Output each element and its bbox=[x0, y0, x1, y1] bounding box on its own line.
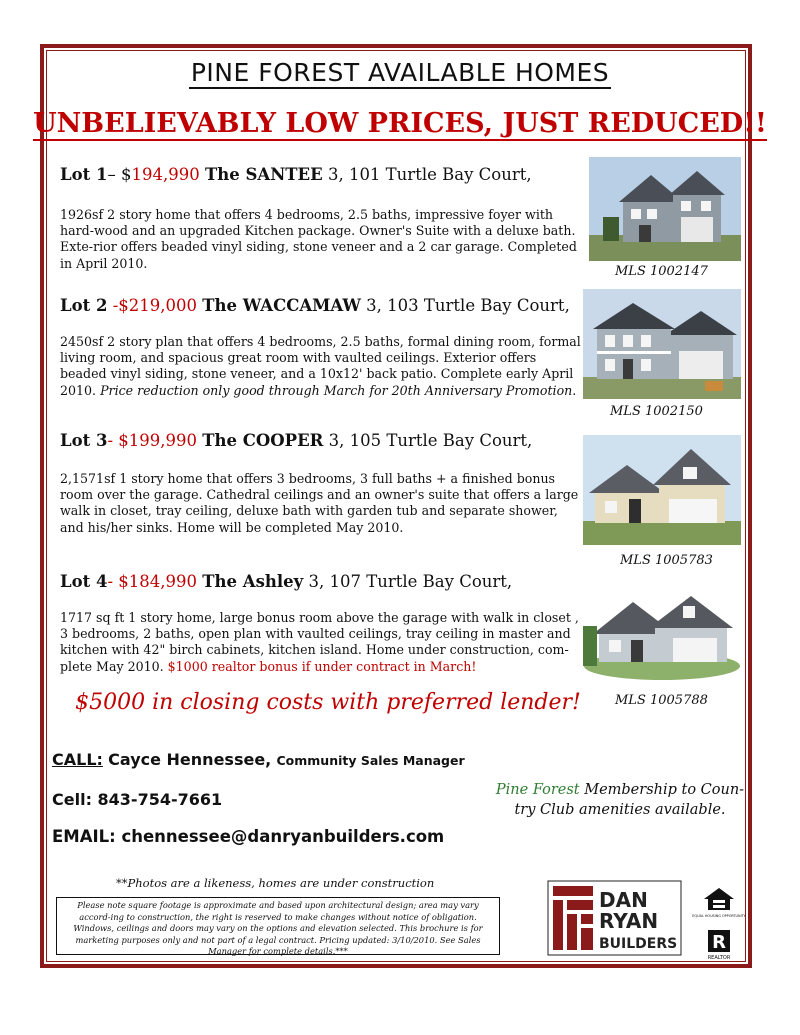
lot-4-realtor-bonus: $1000 realtor bonus if under contract in March! bbox=[167, 658, 477, 674]
lot-3-description: 2,1571sf 1 story home that offers 3 bedrooms, 3 full baths + a finished bonus room over the garage. Cathedral ceilings and an owner's suite that offers a large walk in closet, tray ceiling, deluxe bath with garden tub and separate shower, and his/her sinks. Home will be completed May 2010. bbox=[60, 471, 579, 535]
realtor-icon bbox=[700, 928, 738, 962]
svg-text:R: R bbox=[712, 932, 726, 953]
lot-2-heading: Lot 2 -$219,000 The WACCAMAW 3, 103 Turtle Bay Court, bbox=[60, 296, 570, 315]
contact-email[interactable]: EMAIL: chennessee@danryanbuilders.com bbox=[52, 827, 445, 846]
svg-text:REALTOR: REALTOR bbox=[707, 955, 731, 961]
lot-1-description: 1926sf 2 story home that offers 4 bedrooms, 2.5 baths, impressive foyer with hard-wood and an upgraded Kitchen package. Owner's Suite with a deluxe bath. Exte-rior offers beaded vinyl siding, stone veneer and a 2 car garage. Completed in April 2010. bbox=[60, 207, 577, 271]
membership-note: Pine Forest Membership to Coun-try Club amenities available. bbox=[495, 782, 745, 818]
lot-4-description: 1717 sq ft 1 story home, large bonus room above the garage with walk in closet , 3 bedrooms, 2 baths, open plan with vaulted ceilings, tray ceiling in master and kitchen with 42" birch cabinets, kitchen island. Home under construction, com-plete May 2010. $1000 realtor bonus if under contract in March! bbox=[60, 610, 579, 674]
svg-text:RYAN: RYAN bbox=[599, 909, 659, 933]
legal-disclaimer: Please note square footage is approximate and based upon architectural design; area may vary accord-ing to construction, the right is reserved to make changes without notice of obligation. Windows, ceilings and doors may vary on the options and elevation selected. This brochure is for marketing purposes only and not part of a legal contract. Pricing updated: 3/10/2010. See Sales Manager for complete details.*** bbox=[56, 897, 500, 955]
closing-costs-offer: $5000 in closing costs with preferred lender! bbox=[75, 690, 581, 715]
lot-3-mls: MLS 1005783 bbox=[620, 553, 713, 568]
lot-1-heading: Lot 1– $194,990 The SANTEE 3, 101 Turtle Bay Court, bbox=[60, 165, 532, 184]
svg-text:BUILDERS: BUILDERS bbox=[599, 936, 678, 952]
price-headline: UNBELIEVABLY LOW PRICES, JUST REDUCED!! bbox=[33, 108, 767, 139]
equal-housing-icon bbox=[692, 886, 746, 920]
lot-2-promo-note: Price reduction only good through March for 20th Anniversary Promotion. bbox=[100, 382, 577, 398]
contact-call bbox=[52, 750, 465, 769]
lot-1-mls: MLS 1002147 bbox=[615, 264, 708, 279]
lot-1-house-photo bbox=[589, 157, 741, 261]
photos-disclaimer: **Photos are a likeness, homes are under construction bbox=[116, 876, 435, 890]
lot-4-mls: MLS 1005788 bbox=[615, 693, 708, 708]
contact-cell[interactable]: Cell: 843-754-7661 bbox=[52, 790, 223, 809]
lot-4-house-photo bbox=[583, 576, 741, 682]
lot-3-heading: Lot 3- $199,990 The COOPER 3, 105 Turtle Bay Court, bbox=[60, 431, 533, 450]
contact-role: Community Sales Manager bbox=[276, 753, 465, 768]
lot-3-house-photo bbox=[583, 435, 741, 545]
dan-ryan-builders-logo bbox=[547, 880, 682, 956]
lot-2-mls: MLS 1002150 bbox=[610, 404, 703, 419]
lot-4-heading: Lot 4- $184,990 The Ashley 3, 107 Turtle Bay Court, bbox=[60, 572, 513, 591]
call-label: CALL: bbox=[52, 750, 103, 769]
page-title: PINE FOREST AVAILABLE HOMES bbox=[190, 58, 610, 87]
svg-text:EQUAL HOUSING OPPORTUNITY: EQUAL HOUSING OPPORTUNITY bbox=[692, 914, 746, 918]
contact-name: Cayce Hennessee, bbox=[108, 750, 272, 769]
lot-2-house-photo bbox=[583, 289, 741, 399]
svg-text:DAN: DAN bbox=[599, 888, 648, 912]
lot-2-description: 2450sf 2 story plan that offers 4 bedrooms, 2.5 baths, formal dining room, formal living room, and spacious great room with vaulted ceilings. Exterior offers beaded vinyl siding, stone veneer, and a 10x12' back patio. Complete early April 2010. Price reduction only good through March for 20th Anniversary Promotion. bbox=[60, 334, 581, 398]
